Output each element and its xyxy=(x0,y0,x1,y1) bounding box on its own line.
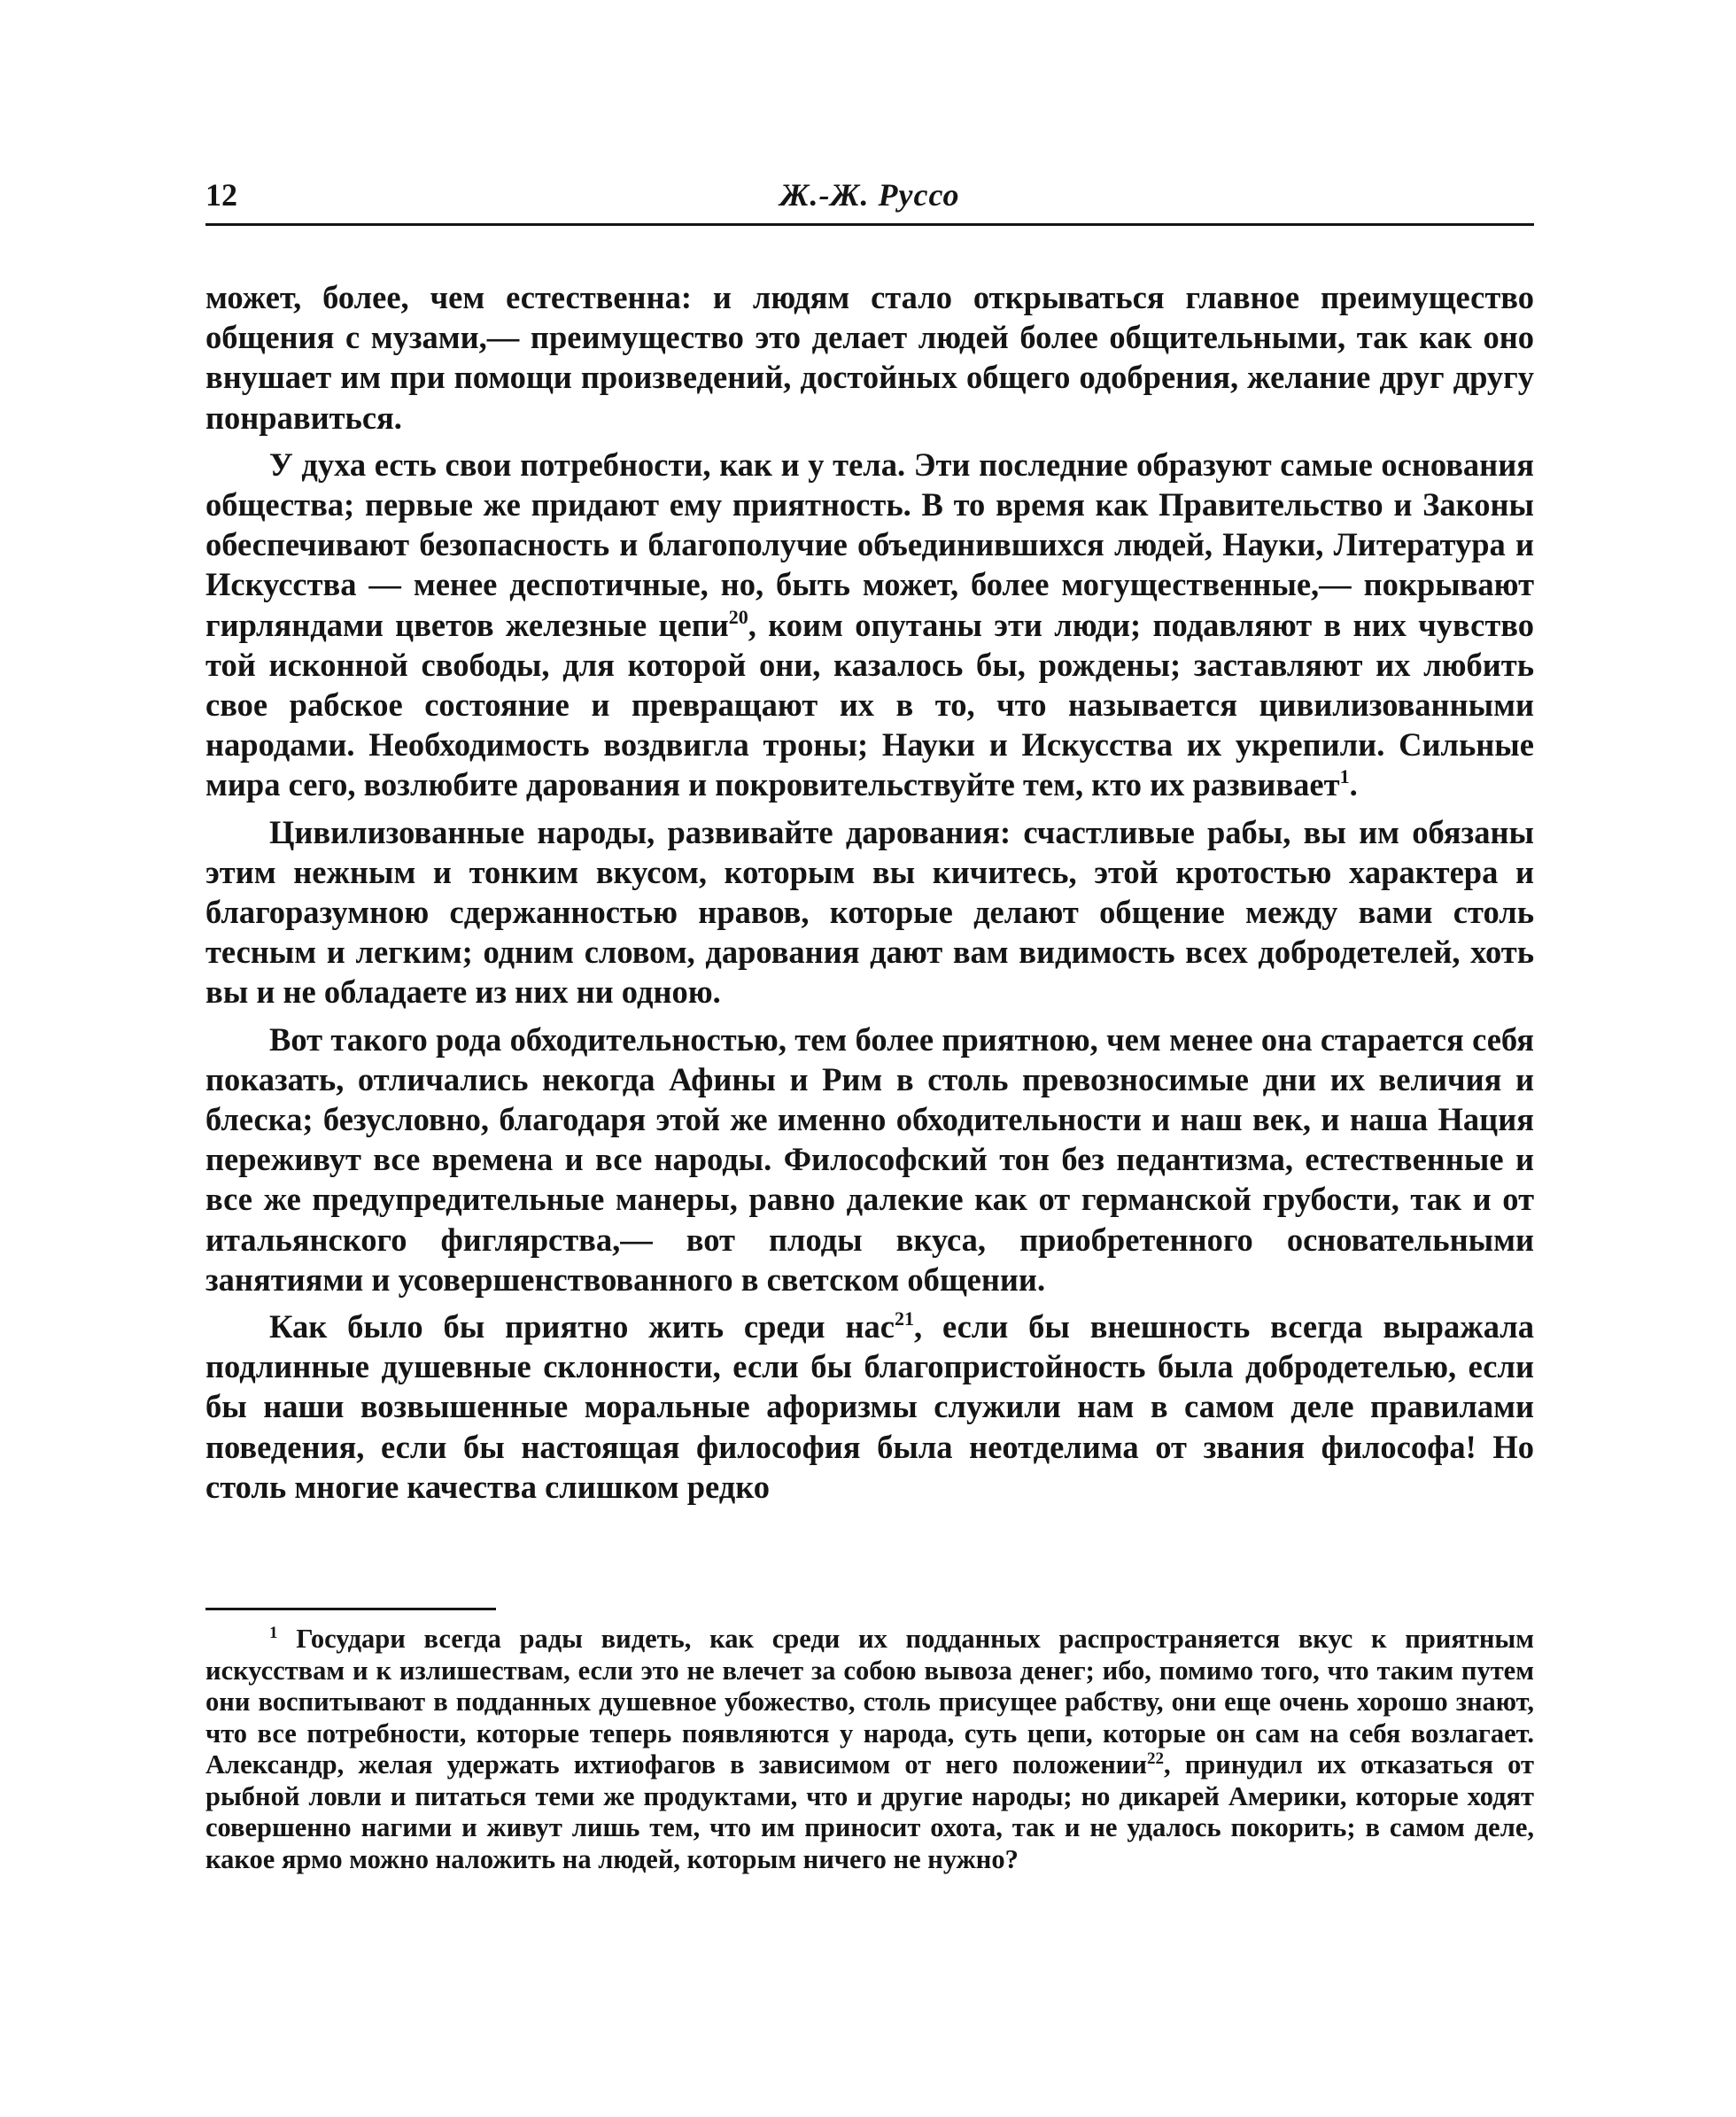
paragraph-text: , коим опутаны эти люди; подавляют в них чувство той исконной свободы, для которой они, казалось бы, рождены; заставляют их любить свое рабское состояние и превращают их в то, что называется цивилизованными народами. Необходимость воздвигла троны; Науки и Искусства их укрепили. Сильные мира сего, возлюбите дарования и покровительствуйте тем, кто их развивает xyxy=(205,606,1534,803)
paragraph-5 xyxy=(205,1307,1534,1507)
footnote-1 xyxy=(205,1624,1534,1875)
footnote-ref-1: 1 xyxy=(1339,765,1350,788)
paragraph-text: У духа есть свои потребности, как и у тела. Эти последние образуют самые основания общества; первые же придают ему приятность. В то время как Правительство и Законы обеспечивают безопасность и благополучие объединившихся людей, Науки, Литература и Искусства — менее деспотичные, но, быть может, более могущественные,— покрывают гирляндами цветов железные цепи xyxy=(205,446,1534,643)
paragraph-1 xyxy=(205,277,1534,438)
paragraph-text: . xyxy=(1349,766,1358,803)
book-page xyxy=(205,0,1534,2117)
paragraph-text: , если бы внешность всегда выражала подлинные душевные склонности, если бы благопристойность была добродетелью, если бы наши возвышенные моральные афоризмы служили нам в самом деле правилами поведения, если бы настоящая философия была неотделима от звания философа! Но столь многие качества слишком редко xyxy=(205,1308,1534,1505)
paragraph-4 xyxy=(205,1020,1534,1299)
paragraph-2 xyxy=(205,445,1534,805)
footnote-divider xyxy=(205,1608,496,1610)
footnote-text: , принудил их отказаться от рыбной ловли и питаться теми же продуктами, что и другие народы; но дикарей Америки, которые ходят совершенно нагими и живут лишь тем, что им приносит охота, так и не удалось покорить; в самом деле, какое ярмо можно наложить на людей, которым ничего не нужно? xyxy=(205,1749,1534,1874)
endnote-ref-22: 22 xyxy=(1146,1749,1164,1768)
page-number: 12 xyxy=(205,177,237,213)
main-text xyxy=(205,277,1534,1507)
paragraph-text: Вот такого рода обходительностью, тем более приятною, чем менее она старается себя показать, отличались некогда Афины и Рим в столь превозносимые дни их величия и блеска; безусловно, благодаря этой же именно обходительности и наш век, и наша Нация переживут все времена и все народы. Философский тон без педантизма, естественные и все же предупредительные манеры, равно далекие как от германской грубости, так и от итальянского фиглярства,— вот плоды вкуса, приобретенного основательными занятиями и усовершенствованного в светском общении. xyxy=(205,1020,1534,1298)
footnote-text: Государи всегда рады видеть, как среди их подданных распространяется вкус к приятным искусствам и к излишествам, если это не влечет за собою вывоза денег; ибо, помимо того, что таким путем они воспитывают в подданных душевное убожество, столь присущее рабству, они еще очень хорошо знают, что все потребности, которые теперь появляются у народа, суть цепи, которые он сам на себя возлагает. Александр, желая удержать ихтиофагов в зависимом от него положении xyxy=(205,1624,1534,1780)
endnote-ref-20: 20 xyxy=(728,605,748,628)
paragraph-text: Как было бы приятно жить среди нас xyxy=(269,1308,895,1345)
paragraph-text: может, более, чем естественна: и людям стало открываться главное преимущество общения с музами,— преимущество это делает людей более общительными, так как оно внушает им при помощи произведений, достойных общего одобрения, желание друг другу понравиться. xyxy=(205,279,1534,436)
running-title: Ж.-Ж. Руссо xyxy=(779,177,960,213)
footnote-marker: 1 xyxy=(269,1624,278,1642)
footnotes xyxy=(205,1624,1534,1875)
running-head xyxy=(205,174,1534,226)
paragraph-3 xyxy=(205,812,1534,1012)
paragraph-text: Цивилизованные народы, развивайте дарования: счастливые рабы, вы им обязаны этим нежным и тонким вкусом, которым вы кичитесь, этой кротостью характера и благоразумною сдержанностью нравов, которые делают общение между вами столь тесным и легким; одним словом, дарования дают вам видимость всех добродетелей, хоть вы и не обладаете из них ни одною. xyxy=(205,813,1534,1011)
endnote-ref-21: 21 xyxy=(894,1307,914,1330)
